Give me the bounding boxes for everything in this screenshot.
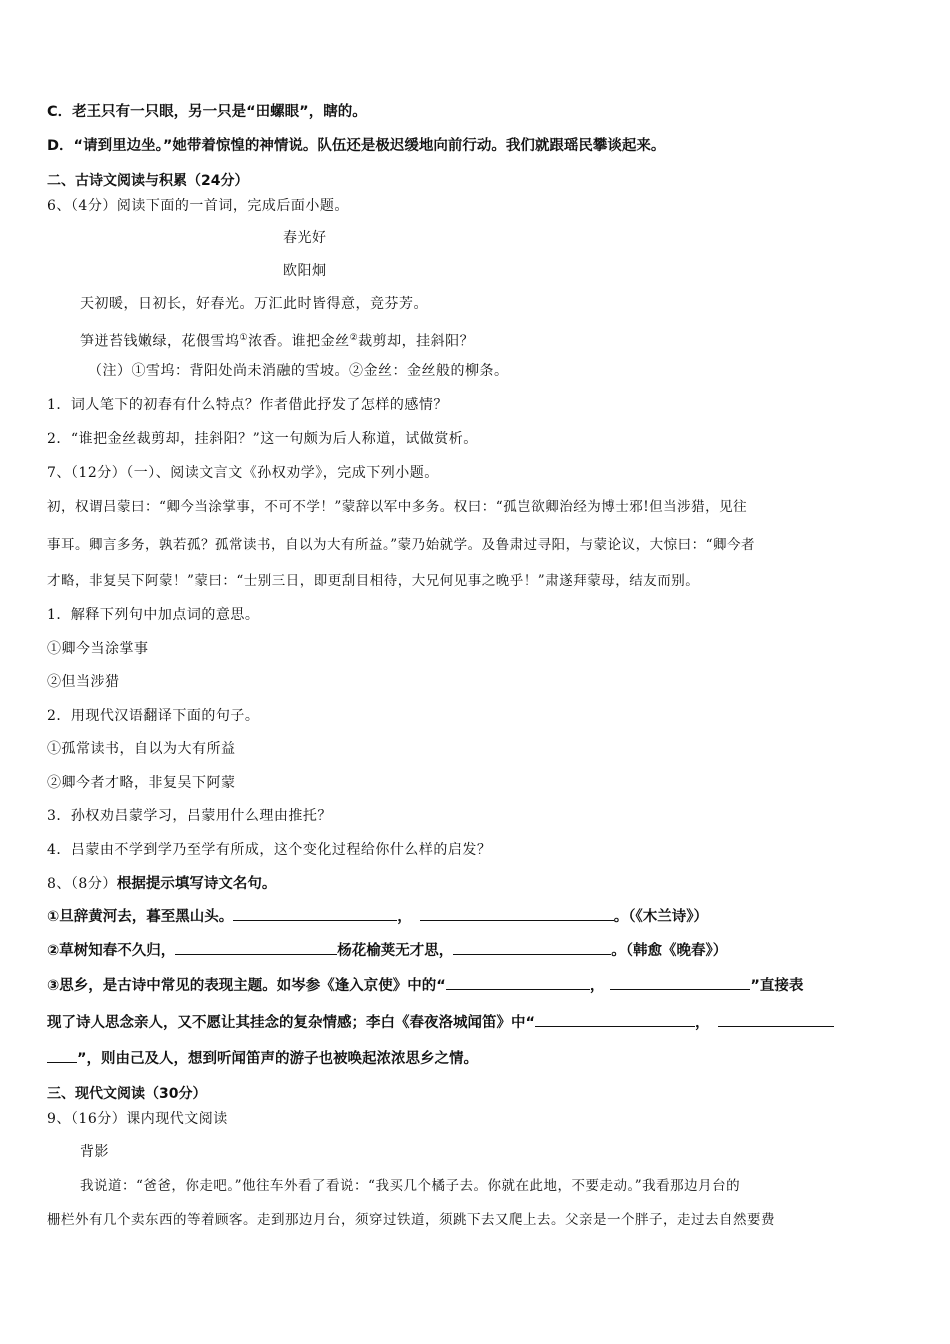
q7-sub-1-a: ①卿今当涂掌事: [47, 641, 149, 657]
q7-prompt: 7、（12分）（一）、阅读文言文《孙权劝学》，完成下列小题。: [47, 465, 439, 481]
footnote-mark-1: ①: [239, 333, 249, 343]
option-d: D．“请到里边坐。”她带着惊惶的神情说。队伍还是极迟缓地向前行动。我们就跟瑶民攀谈起来。: [47, 138, 666, 154]
q8-score: 8、（8分）: [47, 876, 117, 892]
q8-line-2-text-a: ②草树知春不久归，: [47, 943, 176, 959]
poem-line-2: [80, 327, 906, 353]
poem-author: 欧阳炯: [283, 263, 327, 279]
answer-blank[interactable]: [420, 906, 614, 921]
q8-line-3: [47, 975, 906, 997]
q8-line-3-comma: ，: [589, 978, 605, 994]
answer-blank[interactable]: [47, 1048, 77, 1063]
answer-blank[interactable]: [610, 975, 750, 990]
poem-line-2-part-c: 裁剪却，挂斜阳？: [358, 333, 475, 350]
q8-line-4-comma: ，: [695, 1015, 710, 1031]
q8-line-3-tail: ”直接表: [750, 978, 804, 994]
answer-blank[interactable]: [175, 940, 337, 955]
poem-line-2-part-a: 笋迸苔钱嫩绿，花偎雪坞: [80, 333, 240, 350]
q7-sub-1: 1．解释下列句中加点词的意思。: [47, 607, 260, 623]
q8-line-1-comma: ，: [397, 909, 412, 925]
q8-line-5-text: ”，则由己及人，想到听闻笛声的游子也被唤起浓浓思乡之情。: [77, 1051, 479, 1067]
q8-line-1-text: ①旦辞黄河去，暮至黑山头。: [47, 909, 234, 925]
option-c: C．老王只有一只眼，另一只是“田螺眼”，瞎的。: [47, 104, 367, 120]
q8-line-4-text: 现了诗人思念亲人，又不愿让其挂念的复杂情感；李白《春夜洛城闻笛》中“: [47, 1015, 536, 1031]
q7-text-3: 才略，非复吴下阿蒙！”蒙曰：“士别三日，即更刮目相待，大兄何见事之晚乎！”肃遂拜蒙母，结友而别。: [47, 573, 700, 589]
q8-line-1: [47, 906, 906, 928]
poem-line-2-part-b: 浓香。谁把金丝: [248, 333, 350, 350]
q8-line-2-text-b: 杨花榆荚无才思，: [337, 943, 454, 959]
poem-line-1: 天初暖，日初长，好春光。万汇此时皆得意，竞芬芳。: [80, 296, 428, 312]
q8-line-2: [47, 940, 906, 962]
q7-sub-2: 2．用现代汉语翻译下面的句子。: [47, 708, 260, 724]
q7-sub-1-b: ②但当涉猎: [47, 674, 120, 690]
q7-sub-2-a: ①孤常读书，自以为大有所益: [47, 741, 236, 757]
article-paragraph-2: 栅栏外有几个卖东西的等着顾客。走到那边月台，须穿过铁道，须跳下去又爬上去。父亲是一个胖子，走过去自然要费: [47, 1212, 775, 1228]
answer-blank[interactable]: [535, 1012, 695, 1027]
q8-line-3-text: ③思乡，是古诗中常见的表现主题。如岑参《逢入京使》中的“: [47, 978, 446, 994]
footnote-mark-2: ②: [349, 333, 359, 343]
q7-text-1: 初，权谓吕蒙曰：“卿今当涂掌事，不可不学！”蒙辞以军中多务。权曰：“孤岂欲卿治经为博士邪!但当涉猎，见往: [47, 499, 748, 515]
q9-prompt: 9、（16分）课内现代文阅读: [47, 1111, 228, 1127]
answer-blank[interactable]: [453, 940, 611, 955]
q8-prompt: [47, 873, 906, 895]
q8-line-2-source: 。（韩愈《晚春》）: [611, 943, 728, 959]
article-paragraph-1: 我说道：“爸爸，你走吧。”他往车外看了看说：“我买几个橘子去。你就在此地，不要走动。”我看那边月台的: [80, 1178, 741, 1194]
q7-sub-4: 4．吕蒙由不学到学乃至学有所成，这个变化过程给你什么样的启发？: [47, 842, 492, 858]
answer-blank[interactable]: [718, 1012, 834, 1027]
q8-line-4: [47, 1012, 906, 1034]
q6-sub-2: 2．“谁把金丝裁剪却，挂斜阳？”这一句颇为后人称道，试做赏析。: [47, 431, 478, 447]
answer-blank[interactable]: [446, 975, 590, 990]
answer-blank[interactable]: [233, 906, 397, 921]
q7-sub-3: 3．孙权劝吕蒙学习，吕蒙用什么理由推托？: [47, 808, 332, 824]
poem-note: （注）①雪坞：背阳处尚未消融的雪坡。②金丝：金丝般的柳条。: [88, 363, 509, 379]
q6-prompt: 6、（4分）阅读下面的一首词，完成后面小题。: [47, 198, 349, 214]
section-2-title: 二、古诗文阅读与积累（24分）: [47, 173, 249, 189]
q8-line-1-source: 。（《木兰诗》）: [613, 909, 709, 925]
section-3-title: 三、现代文阅读（30分）: [47, 1086, 207, 1102]
q6-sub-1: 1．词人笔下的初春有什么特点？作者借此抒发了怎样的感情？: [47, 397, 448, 413]
article-title: 背影: [80, 1144, 109, 1160]
q7-text-2: 事耳。卿言多务，孰若孤？孤常读书，自以为大有所益。”蒙乃始就学。及鲁肃过寻阳，与蒙论议，大惊曰：“卿今者: [47, 537, 756, 553]
q8-line-5: [47, 1048, 906, 1070]
q8-instruction: 根据提示填写诗文名句。: [116, 876, 277, 892]
q7-sub-2-b: ②卿今者才略，非复吴下阿蒙: [47, 775, 236, 791]
poem-title: 春光好: [283, 230, 327, 246]
